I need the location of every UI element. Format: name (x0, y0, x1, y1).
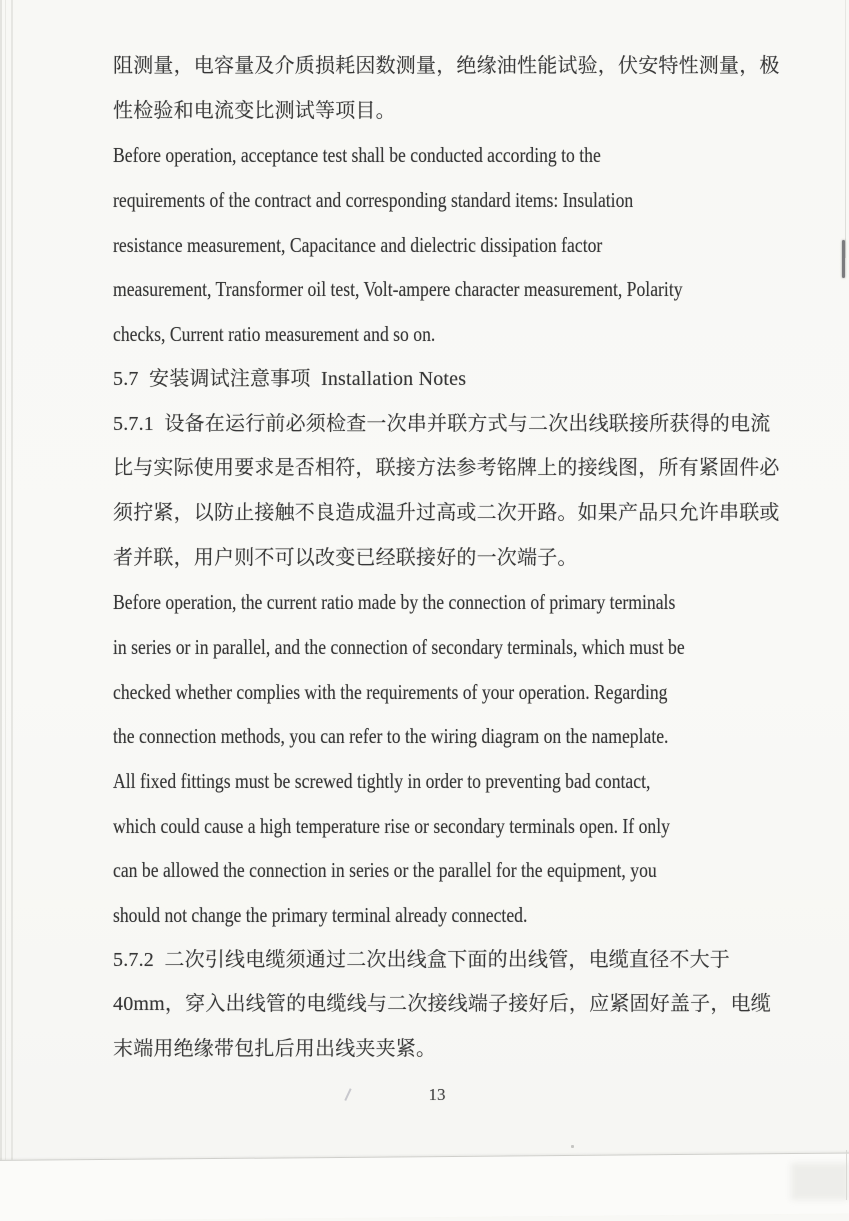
scan-edge-line-right (845, 0, 846, 258)
scan-speck (571, 1145, 574, 1148)
text-line: 者并联，用户则不可以改变已经联接好的一次端子。 (113, 546, 578, 569)
text-line: 5.7.1 设备在运行前必须检查一次串并联方式与二次出线联接所获得的电流 (113, 412, 771, 435)
text-line: Before operation, acceptance test shall be conducted according to the (113, 143, 601, 168)
text-line: 末端用绝缘带包扎后用出线夹夹紧。 (113, 1038, 437, 1061)
text-block (113, 44, 803, 1072)
scan-edge-line-right-bottom (846, 1150, 847, 1200)
scan-edge-line-left-3 (11, 0, 13, 1160)
text-line: should not change the primary terminal already connected. (113, 903, 528, 928)
text-line: resistance measurement, Capacitance and dielectric dissipation factor (113, 232, 603, 257)
text-line: 阻测量，电容量及介质损耗因数测量，绝缘油性能试验，伏安特性测量，极 (113, 55, 780, 77)
scan-dark-dash-right (842, 240, 845, 278)
text-line: 5.7 安装调试注意事项 Installation Notes (113, 367, 467, 390)
text-line: 须拧紧，以防止接触不良造成温升过高或二次开路。如果产品只允许串联或 (113, 501, 780, 524)
page-number: 13 (428, 1085, 446, 1104)
scan-edge-line-left-2 (5, 0, 6, 1200)
scan-page-bottom-edge (0, 1152, 849, 1221)
text-line: 性检验和电流变比测试等项目。 (113, 99, 396, 122)
text-line: Before operation, the current ratio made by the connection of primary terminals (113, 590, 676, 615)
scan-bottom-right-shade (791, 1163, 849, 1200)
text-line: measurement, Transformer oil test, Volt-ampere character measurement, Polarity (113, 277, 683, 302)
text-line: can be allowed the connection in series or the parallel for the equipment, you (113, 858, 657, 883)
text-line: All fixed fittings must be screwed tightly in order to preventing bad contact, (113, 769, 651, 793)
scan-edge-line-left-1 (0, 0, 2, 1200)
text-line: in series or in parallel, and the connection of secondary terminals, which must be (113, 634, 685, 659)
text-line: which could cause a high temperature rise or secondary terminals open. If only (113, 813, 670, 838)
text-line: checked whether complies with the requirements of your operation. Regarding (113, 679, 668, 704)
text-line: 40mm，穿入出线管的电缆线与二次接线端子接好后，应紧固好盖子，电缆 (113, 993, 771, 1016)
text-line: 5.7.2 二次引线电缆须通过二次出线盒下面的出线管，电缆直径不大于 (113, 948, 730, 971)
text-line: the connection methods, you can refer to the wiring diagram on the nameplate. (113, 724, 669, 749)
text-line: 比与实际使用要求是否相符，联接方法参考铭牌上的接线图，所有紧固件必 (113, 457, 780, 480)
text-line: checks, Current ratio measurement and so on. (113, 322, 436, 347)
text-line: requirements of the contract and corresponding standard items: Insulation (113, 188, 634, 213)
